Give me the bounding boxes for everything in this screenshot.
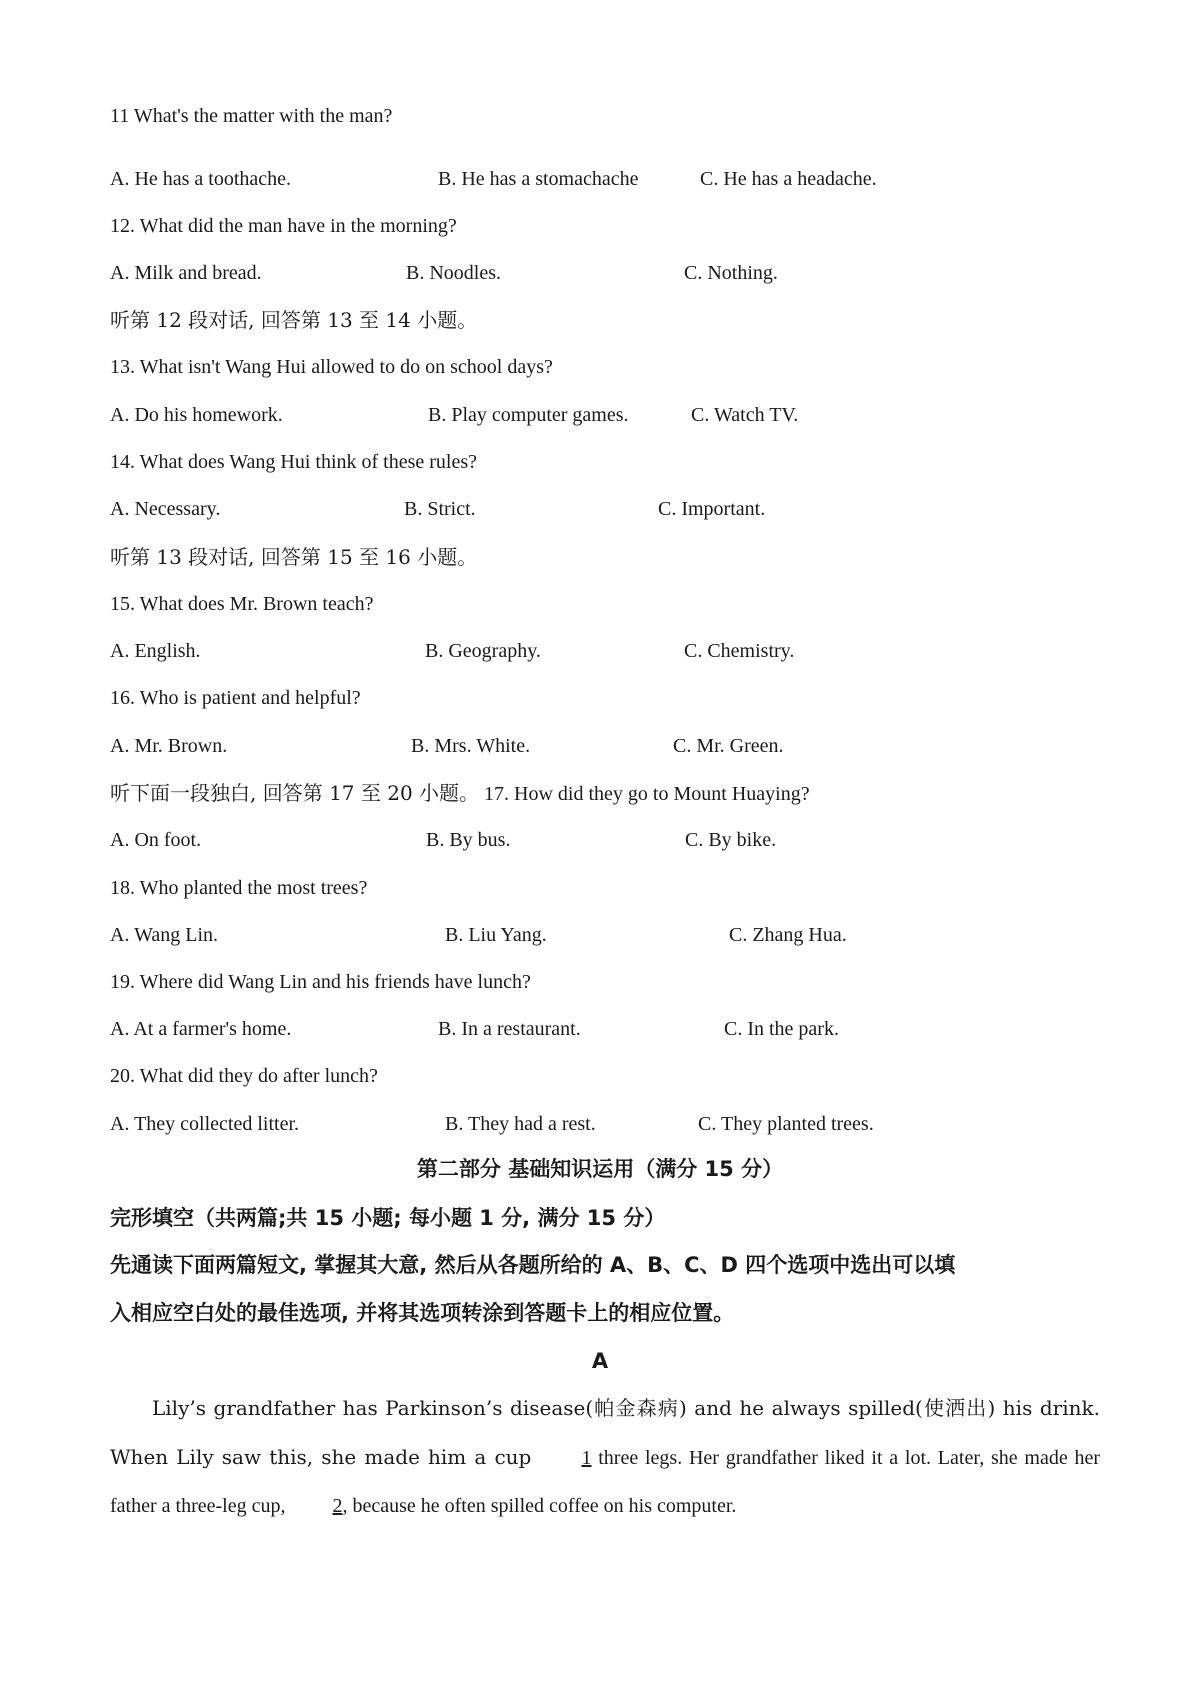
question-11: 11 What's the matter with the man? bbox=[110, 105, 393, 127]
instruction-dialogue-13: 听第 13 段对话, 回答第 15 至 16 小题。 bbox=[110, 545, 478, 569]
passage-a bbox=[110, 1384, 1100, 1530]
question-18: 18. Who planted the most trees? bbox=[110, 877, 368, 899]
question-17: 17. How did they go to Mount Huaying? bbox=[484, 783, 810, 805]
q17-option-a: A. On foot. bbox=[110, 829, 202, 851]
question-15: 15. What does Mr. Brown teach? bbox=[110, 593, 374, 615]
q13-option-c: C. Watch TV. bbox=[691, 404, 799, 426]
q14-option-c: C. Important. bbox=[658, 498, 766, 520]
question-14: 14. What does Wang Hui think of these rules? bbox=[110, 451, 478, 473]
q18-option-a: A. Wang Lin. bbox=[110, 924, 219, 946]
q12-option-b: B. Noodles. bbox=[406, 262, 501, 284]
q18-option-c: C. Zhang Hua. bbox=[729, 924, 847, 946]
directions-line-1: 先通读下面两篇短文, 掌握其大意, 然后从各题所给的 A、B、C、D 四个选项中选出可以填 bbox=[110, 1253, 956, 1277]
q16-option-a: A. Mr. Brown. bbox=[110, 735, 228, 757]
q11-option-c: C. He has a headache. bbox=[700, 168, 877, 190]
monologue-line bbox=[110, 781, 810, 806]
question-20: 20. What did they do after lunch? bbox=[110, 1065, 378, 1087]
question-12: 12. What did the man have in the morning? bbox=[110, 215, 457, 237]
q20-option-c: C. They planted trees. bbox=[698, 1113, 874, 1135]
passage-sentence-3: , because he often spilled coffee on his computer. bbox=[342, 1495, 737, 1517]
question-16: 16. Who is patient and helpful? bbox=[110, 687, 361, 709]
q17-option-b: B. By bus. bbox=[426, 829, 511, 851]
part2-title: 第二部分 基础知识运用（满分 15 分） bbox=[416, 1157, 784, 1181]
instruction-monologue: 听下面一段独白, 回答第 17 至 20 小题。 bbox=[110, 781, 480, 805]
q20-option-b: B. They had a rest. bbox=[445, 1113, 596, 1135]
directions-line-2: 入相应空白处的最佳选项, 并将其选项转涂到答题卡上的相应位置。 bbox=[110, 1301, 735, 1325]
q15-option-a: A. English. bbox=[110, 640, 201, 662]
q12-option-a: A. Milk and bread. bbox=[110, 262, 262, 284]
q11-option-a: A. He has a toothache. bbox=[110, 168, 292, 190]
q15-option-c: C. Chemistry. bbox=[684, 640, 795, 662]
q19-option-a: A. At a farmer's home. bbox=[110, 1018, 292, 1040]
q11-option-b: B. He has a stomachache bbox=[438, 168, 639, 190]
question-19: 19. Where did Wang Lin and his friends have lunch? bbox=[110, 971, 531, 993]
q16-option-b: B. Mrs. White. bbox=[411, 735, 531, 757]
passage-sentence-2: three legs. Her grandfather liked it a lot. Later, she made her father a three-leg cup, bbox=[110, 1447, 1101, 1517]
q20-option-a: A. They collected litter. bbox=[110, 1113, 300, 1135]
q19-option-b: B. In a restaurant. bbox=[438, 1018, 581, 1040]
passage-sentence-1: Lily’s grandfather has Parkinson’s disease(帕金森病) and he always spilled(使洒出) his drink. When Lily saw this, she made him a cup bbox=[110, 1396, 1100, 1469]
passage-label: A bbox=[591, 1349, 609, 1373]
q13-option-a: A. Do his homework. bbox=[110, 404, 283, 426]
cloze-section-heading: 完形填空（共两篇;共 15 小题; 每小题 1 分, 满分 15 分） bbox=[110, 1206, 666, 1230]
question-13: 13. What isn't Wang Hui allowed to do on school days? bbox=[110, 356, 553, 378]
q14-option-a: A. Necessary. bbox=[110, 498, 221, 520]
q12-option-c: C. Nothing. bbox=[684, 262, 778, 284]
blank-1: 1 bbox=[581, 1447, 592, 1469]
q14-option-b: B. Strict. bbox=[404, 498, 476, 520]
blank-2: 2 bbox=[332, 1495, 343, 1517]
q15-option-b: B. Geography. bbox=[425, 640, 541, 662]
q19-option-c: C. In the park. bbox=[724, 1018, 839, 1040]
instruction-dialogue-12: 听第 12 段对话, 回答第 13 至 14 小题。 bbox=[110, 308, 478, 332]
q13-option-b: B. Play computer games. bbox=[428, 404, 629, 426]
passage-paragraph bbox=[110, 1384, 1100, 1530]
q16-option-c: C. Mr. Green. bbox=[673, 735, 784, 757]
q18-option-b: B. Liu Yang. bbox=[445, 924, 547, 946]
q17-option-c: C. By bike. bbox=[685, 829, 777, 851]
